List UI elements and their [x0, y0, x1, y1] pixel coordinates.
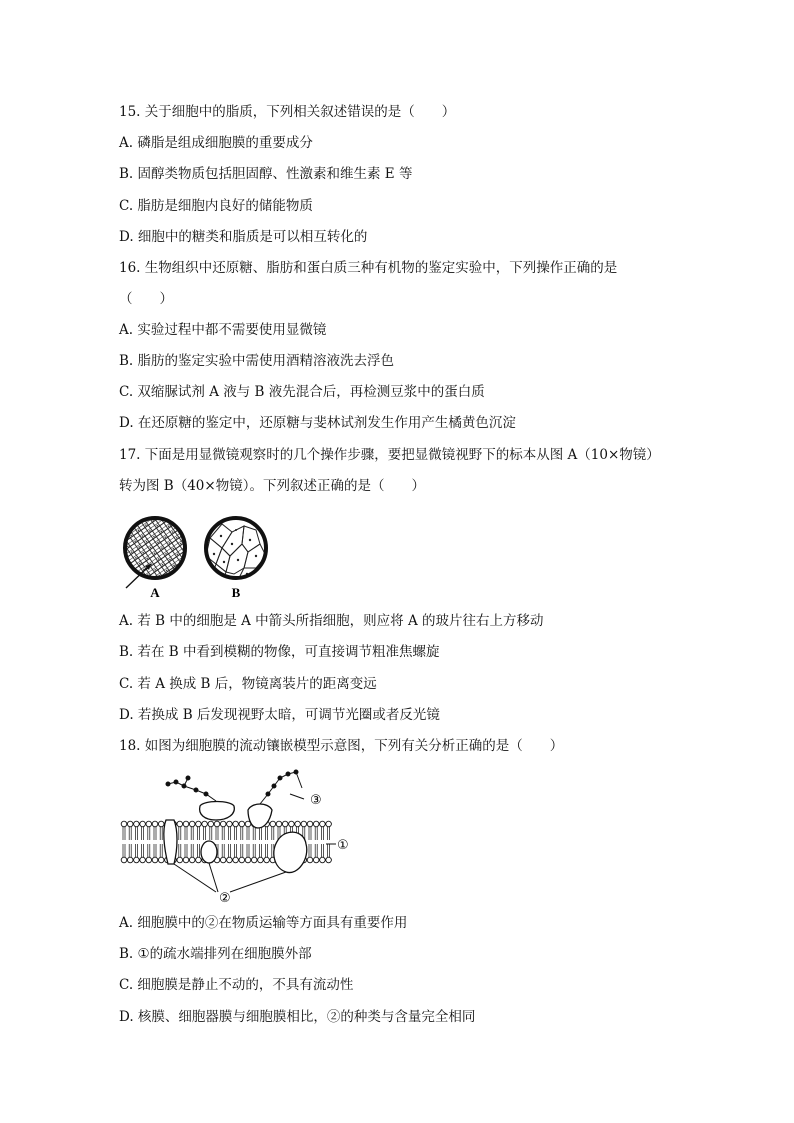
- question-17-option-d: D. 若换成 B 后发现视野太暗，可调节光圈或者反光镜: [119, 707, 440, 723]
- question-18-option-c: C. 细胞膜是静止不动的，不具有流动性: [119, 977, 354, 993]
- label-1: ①: [337, 838, 349, 853]
- question-15-option-c: C. 脂肪是细胞内良好的储能物质: [119, 198, 313, 214]
- figure-label-a: A: [150, 585, 160, 600]
- question-16-option-b: B. 脂肪的鉴定实验中需使用酒精溶液洗去浮色: [119, 353, 395, 369]
- field-a-circle: [125, 518, 185, 578]
- question-15-option-b: B. 固醇类物质包括胆固醇、性激素和维生素 E 等: [119, 166, 413, 182]
- label-3: ③: [310, 793, 322, 808]
- question-17-option-a: A. 若 B 中的细胞是 A 中箭头所指细胞，则应将 A 的玻片往右上方移动: [119, 613, 544, 629]
- question-17-option-b: B. 若在 B 中看到模糊的物像，可直接调节粗准焦螺旋: [119, 644, 440, 660]
- question-15-option-d: D. 细胞中的糖类和脂质是可以相互转化的: [119, 229, 368, 245]
- question-18-option-a: A. 细胞膜中的②在物质运输等方面具有重要作用: [119, 915, 408, 931]
- microscope-field-figure: [118, 508, 283, 600]
- sugar-chains: [166, 770, 302, 804]
- question-16-option-d: D. 在还原糖的鉴定中，还原糖与斐林试剂发生作用产生橘黄色沉淀: [119, 415, 516, 431]
- question-18-option-b: B. ①的疏水端排列在细胞膜外部: [119, 946, 312, 962]
- question-16-stem: 16. 生物组织中还原糖、脂肪和蛋白质三种有机物的鉴定实验中，下列操作正确的是: [119, 260, 618, 276]
- question-16-option-c: C. 双缩脲试剂 A 液与 B 液先混合后，再检测豆浆中的蛋白质: [119, 384, 485, 400]
- question-15-stem: 15. 关于细胞中的脂质，下列相关叙述错误的是（ ）: [119, 104, 456, 120]
- question-16-stem-cont: （ ）: [119, 291, 173, 307]
- question-16-option-a: A. 实验过程中都不需要使用显微镜: [119, 322, 327, 338]
- label-2: ②: [219, 891, 231, 906]
- question-15-option-a: A. 磷脂是组成细胞膜的重要成分: [119, 135, 313, 151]
- question-17-stem-cont: 转为图 B（40×物镜）。下列叙述正确的是（ ）: [119, 478, 425, 494]
- question-17-option-c: C. 若 A 换成 B 后，物镜离装片的距离变远: [119, 676, 377, 692]
- question-18-option-d: D. 核膜、细胞器膜与细胞膜相比，②的种类与含量完全相同: [119, 1009, 476, 1025]
- figure-label-b: B: [231, 585, 241, 600]
- question-18-stem: 18. 如图为细胞膜的流动镶嵌模型示意图，下列有关分析正确的是（ ）: [119, 738, 564, 754]
- question-17-stem: 17. 下面是用显微镜观察时的几个操作步骤，要把显微镜视野下的标本从图 A（10×物镜）: [119, 447, 660, 463]
- cell-membrane-figure: [118, 768, 358, 908]
